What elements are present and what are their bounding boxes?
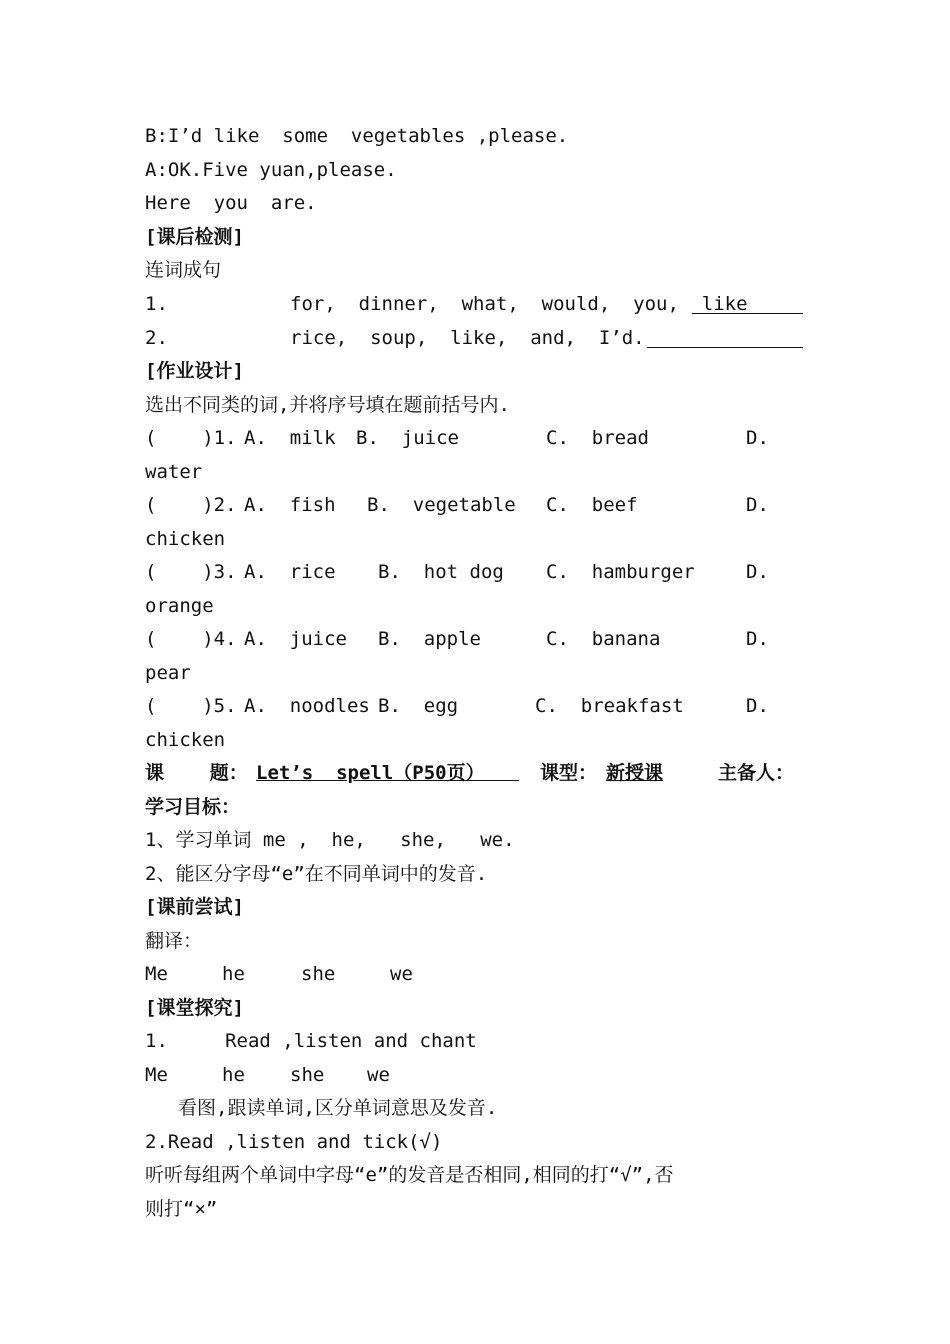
option-d-text: orange <box>145 595 214 617</box>
option-d: D. <box>746 695 769 717</box>
activity-note: 听听每组两个单词中字母“e”的发音是否相同,相同的打“√”,否 <box>145 1164 674 1186</box>
option-a: A. fish <box>244 494 336 516</box>
exercise-number: 2. <box>145 327 168 349</box>
dialogue-line: A:OK.Five yuan,please. <box>145 159 397 181</box>
option-b: B. apple <box>378 628 481 650</box>
section-heading-in-class: [课堂探究] <box>145 997 244 1019</box>
section-heading-homework: [作业设计] <box>145 360 244 382</box>
activity-step: 2.Read ,listen and tick(√) <box>145 1131 443 1153</box>
option-d-text: chicken <box>145 528 226 550</box>
activity-step: 1. Read ,listen and chant <box>145 1030 477 1052</box>
lesson-preparer-label: 主备人： <box>718 762 795 784</box>
vocab-word: she <box>301 963 336 985</box>
answer-blank[interactable] <box>692 313 803 314</box>
vocab-word: we <box>390 963 413 985</box>
vocab-word: he <box>222 963 245 985</box>
option-c: C. breakfast <box>535 695 684 717</box>
option-d: D. <box>746 561 769 583</box>
question-prefix: ( )1. <box>145 427 237 449</box>
option-d-text: pear <box>145 662 191 684</box>
question-prefix: ( )5. <box>145 695 237 717</box>
option-d-text: chicken <box>145 729 226 751</box>
question-prefix: ( )3. <box>145 561 237 583</box>
dialogue-line: B:I’d like some vegetables ,please. <box>145 125 569 147</box>
lesson-topic-label: 课 题： <box>145 762 248 784</box>
question-prefix: ( )4. <box>145 628 237 650</box>
vocab-word: he <box>222 1064 245 1086</box>
question-prefix: ( )2. <box>145 494 237 516</box>
answer-blank[interactable] <box>647 347 803 348</box>
vocab-word: Me <box>145 1064 168 1086</box>
exercise-words: rice, soup, like, and, I’d. <box>290 327 645 349</box>
objectives-heading: 学习目标： <box>145 796 241 818</box>
option-d: D. <box>746 628 769 650</box>
dialogue-line: Here you are. <box>145 192 317 214</box>
exercise-number: 1. <box>145 293 168 315</box>
option-a: A. noodles <box>244 695 370 717</box>
option-a: A. juice <box>244 628 347 650</box>
option-d-text: water <box>145 461 203 483</box>
option-c: C. beef <box>546 494 638 516</box>
objective-item: 2、能区分字母“e”在不同单词中的发音. <box>145 863 488 885</box>
vocab-word: we <box>367 1064 390 1086</box>
exercise-words: for, dinner, what, would, you, like <box>290 293 748 315</box>
vocab-word: Me <box>145 963 168 985</box>
section-heading-pre-class: [课前尝试] <box>145 896 244 918</box>
lesson-type-value: 新授课 <box>606 762 664 784</box>
activity-note: 看图,跟读单词,区分单词意思及发音. <box>178 1097 498 1119</box>
option-b: B. vegetable <box>367 494 516 516</box>
instruction: 翻译： <box>145 930 203 952</box>
option-b: B. juice <box>356 427 459 449</box>
lesson-topic-value: Let’s spell（P50页） <box>256 762 519 784</box>
option-a: A. milk <box>244 427 336 449</box>
activity-note: 则打“×” <box>145 1198 218 1220</box>
option-a: A. rice <box>244 561 336 583</box>
option-c: C. banana <box>546 628 661 650</box>
objective-item: 1、学习单词 me , he, she, we. <box>145 829 515 851</box>
instruction: 选出不同类的词,并将序号填在题前括号内. <box>145 394 510 416</box>
vocab-word: she <box>290 1064 325 1086</box>
lesson-type-label: 课型： <box>540 762 598 784</box>
option-c: C. hamburger <box>546 561 695 583</box>
option-d: D. <box>746 494 769 516</box>
option-b: B. hot dog <box>378 561 504 583</box>
option-d: D. <box>746 427 769 449</box>
instruction: 连词成句 <box>145 259 222 281</box>
section-heading-after-class: [课后检测] <box>145 226 244 248</box>
option-c: C. bread <box>546 427 649 449</box>
option-b: B. egg <box>378 695 459 717</box>
